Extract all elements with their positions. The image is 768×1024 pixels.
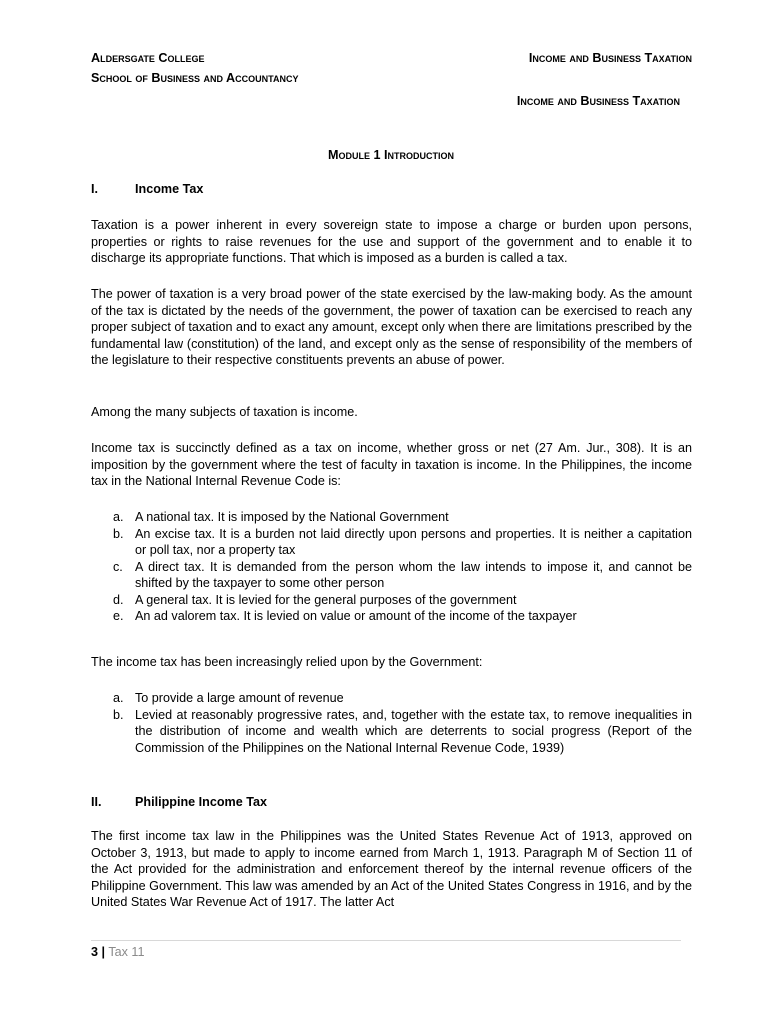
section-number: I. <box>91 182 98 196</box>
list-item <box>91 707 692 757</box>
footer-text: Tax 11 <box>108 945 145 959</box>
income-tax-reasons-list <box>91 690 692 756</box>
list-item-text: An excise tax. It is a burden not laid directly upon persons and properties. It is neither a capitation or poll tax, nor a property tax <box>135 526 692 557</box>
paragraph-text: Income tax is succinctly defined as a tax on income, whether gross or net (27 Am. Jur., 308). It is an imposition by the government where the test of faculty in taxation is income. In the Philippines, the income tax in the National Internal Revenue Code is: <box>91 441 692 488</box>
section-title: Income Tax <box>135 182 204 196</box>
paragraph <box>91 217 692 267</box>
list-item-text: A national tax. It is imposed by the National Government <box>135 510 449 524</box>
list-item-text: An ad valorem tax. It is levied on value or amount of the income of the taxpayer <box>135 609 577 623</box>
school-name: Aldersgate College <box>91 51 205 65</box>
paragraph-text: Among the many subjects of taxation is income. <box>91 405 358 419</box>
list-marker: e. <box>113 609 124 623</box>
course-header: Income and Business Taxation <box>528 51 692 65</box>
page-number: 3 | <box>91 945 106 959</box>
list-marker: a. <box>113 510 124 524</box>
paragraph-text: Taxation is a power inherent in every sovereign state to impose a charge or burden upon persons, properties or rights to raise revenues for the use and support of the government and to enable it to discharge its appropriate functions. That which is imposed as a burden is called a tax. <box>91 218 692 265</box>
list-item <box>91 592 692 609</box>
section-heading-philippine-income-tax <box>91 794 267 811</box>
paragraph-text: The income tax has been increasingly relied upon by the Government: <box>91 655 483 669</box>
list-item-text: A general tax. It is levied for the general purposes of the government <box>135 592 517 607</box>
income-tax-characteristics-list <box>91 509 692 625</box>
list-marker: c. <box>113 559 123 574</box>
section-heading-income-tax <box>91 181 203 198</box>
list-item <box>91 690 692 707</box>
paragraph <box>91 828 692 911</box>
paragraph <box>91 286 692 369</box>
list-item-text: Levied at reasonably progressive rates, and, together with the estate tax, to remove inequalities in the distribution of income and wealth which are deterrents to social progress (Report of the Commission of the Philippines on the National Internal Revenue Code, 1939) <box>135 707 692 755</box>
list-item-text: A direct tax. It is demanded from the person whom the law intends to impose it, and cannot be shifted by the taxpayer to some other person <box>135 559 692 590</box>
paragraph <box>91 404 692 421</box>
module-title: Module 1 Introduction <box>328 148 454 162</box>
list-marker: a. <box>113 691 124 705</box>
page-footer <box>91 944 144 961</box>
list-marker: b. <box>113 707 124 722</box>
paragraph <box>91 654 692 671</box>
paragraph-text: The power of taxation is a very broad power of the state exercised by the law-making body. As the amount of the tax is dictated by the needs of the government, the power of taxation can be exercised to reach any proper subject of taxation and to exact any amount, except only when there are limitations prescribed by the fundamental law (constitution) of the land, and except only as the sense of responsibility of the members of the legislature to their respective constituents prevents an abuse of power. <box>91 287 692 367</box>
list-item <box>91 526 692 559</box>
paragraph <box>91 440 692 490</box>
school-header <box>91 50 421 90</box>
school-department: School of Business and Accountancy <box>91 71 299 85</box>
section-title: Philippine Income Tax <box>135 795 268 809</box>
list-item <box>91 559 692 592</box>
section-number: II. <box>91 795 102 809</box>
list-marker: b. <box>113 526 124 541</box>
document-subtitle: Income and Business Taxation <box>516 94 680 108</box>
list-item <box>91 608 692 625</box>
footer-divider <box>91 940 681 941</box>
list-item <box>91 509 692 526</box>
list-marker: d. <box>113 592 124 607</box>
list-item-text: To provide a large amount of revenue <box>135 691 344 705</box>
paragraph-text: The first income tax law in the Philippines was the United States Revenue Act of 1913, approved on October 3, 1913, but made to apply to income earned from March 1, 1913. Paragraph M of Section 11 of the Act provided for the administration and enforcement thereof by the internal revenue officers of the Philippine Government. This law was amended by an Act of the United States Congress in 1916, and by the United States War Revenue Act of 1917. The latter Act <box>91 829 692 909</box>
